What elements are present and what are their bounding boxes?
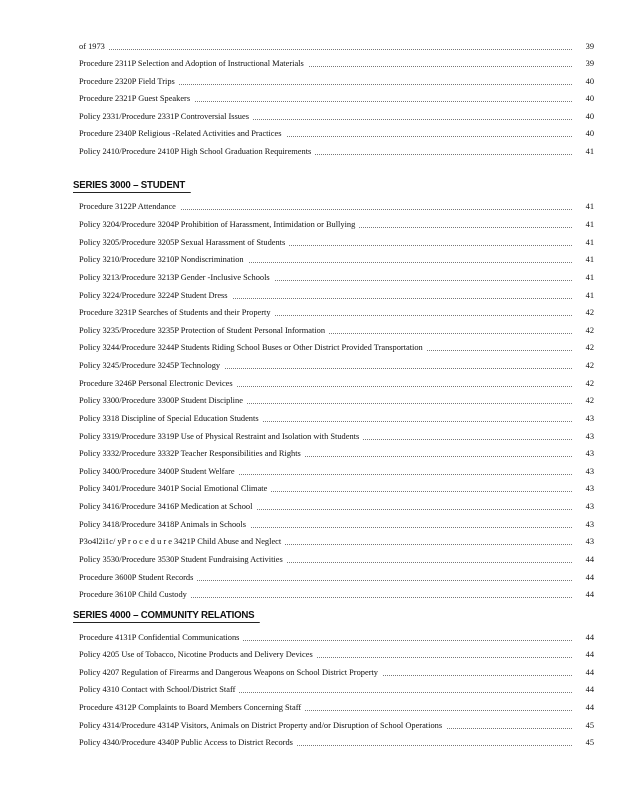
toc-entry-page: 43 [585,484,594,493]
toc-entry-label: Policy 2410/Procedure 2410P High School Graduation Requirements [79,146,315,158]
toc-entry-label: Policy 3224/Procedure 3224P Student Dress [79,290,232,302]
toc-entry [79,632,594,644]
toc-entry-label: Procedure 4312P Complaints to Board Members Concerning Staff [79,702,305,714]
toc-entry-page: 41 [585,202,594,211]
toc-entry-label: Policy 3332/Procedure 3332P Teacher Responsibilities and Rights [79,448,305,460]
toc-entry-page: 42 [585,396,594,405]
toc-entry [79,737,594,749]
toc-entry-page: 40 [585,129,594,138]
toc-entry-label: Procedure 3231P Searches of Students and their Property [79,307,275,319]
leader-dots [79,49,572,50]
toc-entry-page: 40 [585,94,594,103]
toc-entry [79,58,594,70]
toc-entry [79,466,594,478]
toc-entry-label: Policy 3300/Procedure 3300P Student Discipline [79,395,247,407]
toc-entry [79,41,594,53]
toc-entry-label: Policy 3416/Procedure 3416P Medication at School [79,501,256,513]
toc-entry [79,448,594,460]
toc-entry [79,76,594,88]
toc-entry-label: Policy 3244/Procedure 3244P Students Riding School Buses or Other District Provided Transportation [79,342,427,354]
toc-entry-page: 42 [585,308,594,317]
toc-entry-page: 45 [585,721,594,730]
toc-entry [79,483,594,495]
toc-entry-label: Procedure 2311P Selection and Adoption of Instructional Materials [79,58,308,70]
toc-entry-label: Policy 3235/Procedure 3235P Protection of Student Personal Information [79,325,329,337]
toc-entry-label: Policy 3530/Procedure 3530P Student Fundraising Activities [79,554,287,566]
toc-entry-page: 41 [585,220,594,229]
toc-entry-page: 43 [585,449,594,458]
toc-entry-page: 39 [585,42,594,51]
toc-entry-page: 44 [585,703,594,712]
toc-entry-label: Policy 3204/Procedure 3204P Prohibition of Harassment, Intimidation or Bullying [79,219,359,231]
toc-entry-label: Policy 4205 Use of Tobacco, Nicotine Products and Delivery Devices [79,649,317,661]
toc-entry [79,702,594,714]
toc-entry [79,272,594,284]
toc-entry-page: 41 [585,147,594,156]
toc-entry-label: Procedure 2321P Guest Speakers [79,93,194,105]
toc-entry [79,589,594,601]
toc-entry-page: 41 [585,238,594,247]
toc-entry [79,219,594,231]
toc-entry-label: Policy 4340/Procedure 4340P Public Access to District Records [79,737,297,749]
toc-entry-label: Policy 3318 Discipline of Special Education Students [79,413,263,425]
toc-entry-page: 40 [585,112,594,121]
toc-entry [79,201,594,213]
toc-entry [79,572,594,584]
toc-entry-page: 45 [585,738,594,747]
toc-entry [79,146,594,158]
toc-entry [79,554,594,566]
toc-entry-page: 43 [585,502,594,511]
toc-entry [79,649,594,661]
toc-entry [79,325,594,337]
toc-entry-label: Procedure 4131P Confidential Communications [79,632,243,644]
toc-entry-page: 39 [585,59,594,68]
toc-entry [79,536,594,548]
toc-entry [79,307,594,319]
toc-entry-label: Policy 3319/Procedure 3319P Use of Physical Restraint and Isolation with Students [79,431,363,443]
toc-entry-page: 43 [585,432,594,441]
toc-entry-label: Policy 3401/Procedure 3401P Social Emotional Climate [79,483,271,495]
toc-entry-label: Policy 3418/Procedure 3418P Animals in Schools [79,519,250,531]
toc-entry [79,684,594,696]
toc-entry-page: 43 [585,537,594,546]
toc-entry-label: Procedure 3246P Personal Electronic Devices [79,378,237,390]
toc-entry [79,342,594,354]
toc-entry [79,290,594,302]
toc-entry-page: 41 [585,255,594,264]
toc-entry-page: 42 [585,326,594,335]
toc-entry-page: 42 [585,343,594,352]
toc-entry [79,720,594,732]
toc-entry-label: Policy 3210/Procedure 3210P Nondiscrimination [79,254,248,266]
toc-entry [79,431,594,443]
toc-entry-page: 43 [585,414,594,423]
toc-entry [79,93,594,105]
toc-entry-page: 43 [585,520,594,529]
toc-entry [79,128,594,140]
toc-entry-page: 42 [585,361,594,370]
toc-entry-page: 44 [585,685,594,694]
toc-entry-label: Policy 4207 Regulation of Firearms and Dangerous Weapons on School District Property [79,667,382,679]
toc-entry-label: Procedure 2340P Religious -Related Activities and Practices [79,128,286,140]
toc-entry [79,237,594,249]
series-3000-heading: SERIES 3000 – STUDENT [73,179,191,191]
toc-entry [79,254,594,266]
toc-entry-label: Policy 3245/Procedure 3245P Technology [79,360,224,372]
toc-entry-page: 40 [585,77,594,86]
toc-entry-label: Procedure 2320P Field Trips [79,76,179,88]
toc-entry-page: 44 [585,573,594,582]
toc-entry [79,378,594,390]
toc-entry-page: 41 [585,291,594,300]
toc-entry [79,360,594,372]
toc-entry-page: 43 [585,467,594,476]
toc-entry [79,395,594,407]
toc-entry [79,501,594,513]
toc-entry [79,111,594,123]
toc-entry-label: Policy 2331/Procedure 2331P Controversial Issues [79,111,253,123]
series-4000-heading: SERIES 4000 – COMMUNITY RELATIONS [73,609,260,621]
toc-entry [79,519,594,531]
toc-entry-label: Policy 3400/Procedure 3400P Student Welfare [79,466,239,478]
toc-entry-page: 42 [585,379,594,388]
toc-entry-page: 41 [585,273,594,282]
toc-entry-label: Policy 4310 Contact with School/District Staff [79,684,239,696]
toc-entry-page: 44 [585,650,594,659]
toc-entry-label: Policy 4314/Procedure 4314P Visitors, Animals on District Property and/or Disruption of School Operations [79,720,446,732]
toc-entry-label: P3o4l2i1c/ yP r o c e d u r e 3421P Child Abuse and Neglect [79,536,285,548]
toc-entry [79,413,594,425]
toc-entry-page: 44 [585,633,594,642]
toc-entry-page: 44 [585,590,594,599]
toc-entry-page: 44 [585,668,594,677]
toc-entry-label: Procedure 3610P Child Custody [79,589,191,601]
toc-entry-label: Policy 3205/Procedure 3205P Sexual Harassment of Students [79,237,289,249]
toc-entry-label: Procedure 3600P Student Records [79,572,197,584]
toc-entry [79,667,594,679]
toc-entry-label: Policy 3213/Procedure 3213P Gender -Inclusive Schools [79,272,274,284]
toc-entry-label: of 1973 [79,41,109,53]
toc-entry-page: 44 [585,555,594,564]
toc-entry-label: Procedure 3122P Attendance [79,201,180,213]
